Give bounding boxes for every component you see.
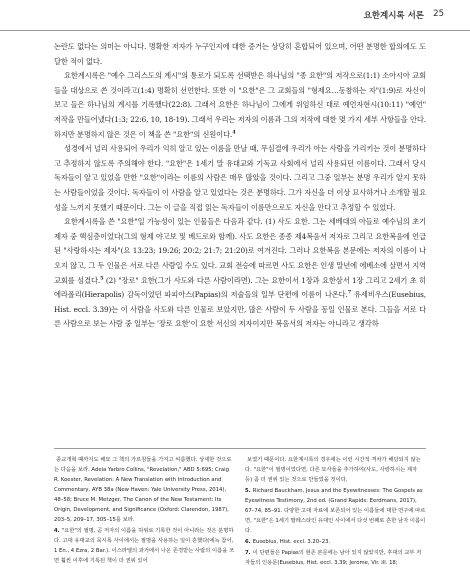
footnote: 보였기 때문이다. 요한계시록의 경우에는 이런 시간적 격차가 해당되지 않는다. "요한"이 필명이었다면, 다른 묘사들을 추가하여(사도, 사랑하시는 제자 등) 좀 더 권위 있는 것으로 만들었을 것이다.: [245, 457, 421, 483]
paragraph-candidates: 요한계시록을 쓴 "요한"일 가능성이 있는 인물들은 다음과 같다. (1) 사도 요한. 그는 세베대의 아들로 예수님의 초기 제자 중 핵심층이었다(그의 형제 야고보 및 베드로와 함께). 사도 요한은 종종 제4복음서 저자로 그리고 요한복음에 언급된 "사랑하시는 제자"(요 13:23; 19:26; 20:2; 21:7; 21:20)로 여겨진다. 그러나 요한복음 본문에는 저자의 이름이 나오지 않고, 그 두 인물은 서로 다른 사람일 수도 있다. 교회 전승에 따르면 사도 요한은 인생 말년에 에베소에 살면서 지역 교회를 섬겼다.$^5$ (2) "장로" 요한(그가 사도와 다른 사람이라면). 그는 요한이서 1장과 요한삼서 1장 그리고 2세기 초 히에라폴리(Hierapolis) 감독이었던 파피아스(Papias)의 저술들의 일부 단편에 이름이 나온다.$^7$ 유세비우스(Eusebius, Hist. eccl. 3.39)는 이 사람을 사도와 다른 인물로 보았지만, 많은 사람이 두 사람을 동일 인물로 본다. 그들을 서로 다른 사람으로 보는 사람 중 일부는 '장로 요한'이 요한 서신의 저자이지만 복음서의 저자는 아니라고 생각하: [54, 217, 426, 329]
page-header: [0, 0, 470, 31]
footnote: 7. 이 단편들은 Papias의 현존 본문에는 남아 있지 않았지만, 후대의 교부 저자들의 인용문(Eusebius, Hist. eccl. 3.39; Jerome, Vir. ill. 18;: [245, 550, 422, 566]
footnote-ref: 5: [100, 275, 104, 282]
footnotes-left-column: [54, 455, 235, 569]
footnote: 5. Richard Bauckham, Jesus and the Eyewitnesses: The Gospels as Eyewitness Testimony, 2nd ed. (Grand Rapids: Eerdmans, 2017), 67–74, 85–91. 다양한 고대 자료에 보존되어 있는 이름들에 대한 연구에 따르면, "요한"은 1세기 팔레스타인 유대인 사이에서 다섯 번째로 흔한 남자 이름이다.: [245, 488, 426, 534]
footnote: 종교개혁 때까지도 해묘 그 책의 가르침들을 가지고 씨름했다. 상세한 것으로는 다음을 보라. Adela Yarbro Collins, "Revelation," ABD 5:695; Craig R. Koester, Revelation: A New Translation with Introduction and Commentary, AYB 38a (New Haven: Yale University Press, 2014), 48–58; Bruce M. Metzger, The Canon of the New Testament: Its Origin, Development, and Significance (Oxford: Clarendon, 1987), 203–5, 209–17, 305–15를 보라.: [54, 457, 232, 523]
footnotes-right-column: [245, 455, 426, 569]
paragraph-name-caution: 성경에서 널리 사용되어 우리가 익히 알고 있는 이름을 만날 때, 무심결에 우리가 아는 사람을 가리키는 것이 분명하다고 추정하지 않도록 주의해야 한다. "요한"은 1세기 말 유대교와 기독교 사회에서 널리 사용되던 이름이다. 그래서 당시 독자들이 알고 있었을 만한 "요한"이라는 이름의 사람은 매우 많았을 것이다. 그리고 그중 일부는 분명 우리가 알지 못하는 사람들이었을 것이다. 독자들이 이 사람을 알고 있었다는 것은 분명하다. 그가 자신을 더 이상 묘사하거나 소개할 필요성을 느끼지 못했기 때문이다. 그는 이 글을 직접 읽는 독자들이 이름만으로도 자신을 안다고 추정할 수 있었다.: [54, 144, 426, 212]
main-text: [54, 40, 426, 332]
footnote: 6. Eusebius, Hist. eccl. 3.20–23.: [245, 539, 331, 545]
footnote-ref: 7: [347, 289, 352, 296]
footnote-ref: 4: [232, 129, 236, 136]
footnotes: [54, 448, 426, 569]
running-title: 요한계시록 서론: [363, 11, 424, 21]
footnote: 4. "요한"의 필명, 곧 저자의 이름을 허위로 기록한 것이 아니라는 것은 분명하다. 고대 유대교의 묵시록 사이에서는 필명을 사용하는 일이 흔했다(에녹 참어, 1 En., 4 Ezra, 2 Bar.). 이스라엘의 과거에서 나온 존경받는 사람의 이름을 쓰면 훨씬 이후에 기록된 책이 더 권위 있어: [54, 528, 235, 564]
paragraph-continued: 논란도 없다는 의미는 아니다. 명확한 저자가 누구인지에 대한 증거는 상당히 혼합되어 있으며, 어떤 분명한 합의에도 도달한 적이 없다.: [54, 42, 426, 66]
paragraph-author-claim: 요한계시록은 "예수 그리스도의 계시"의 통로가 되도록 선택받은 하나님의 "종 요한"의 저작으로(1:1) 소아시아 교회들을 대상으로 쓴 것이라고(1:4) 명확히 선언한다. 또한 이 "요한"은 그 교회들의 "형제요…동참하는 자"(1:9)로 자신이 보고 들은 하나님의 계시를 기록했다(22:8). 그래서 요한은 하나님이 그에게 위임하신 대로 예언자현시(10:11) "예언" 저작을 만들어냈다(1:3; 22:6, 10, 18-19). 그래서 우리는 저자의 이름과 그의 저작에 대한 몇 가지 세부 사항들을 안다. 하지만 분명하지 않은 것은 이 책을 쓴 "요한"의 신원이다.$^4$: [54, 71, 426, 139]
page-number: 25: [433, 9, 444, 19]
